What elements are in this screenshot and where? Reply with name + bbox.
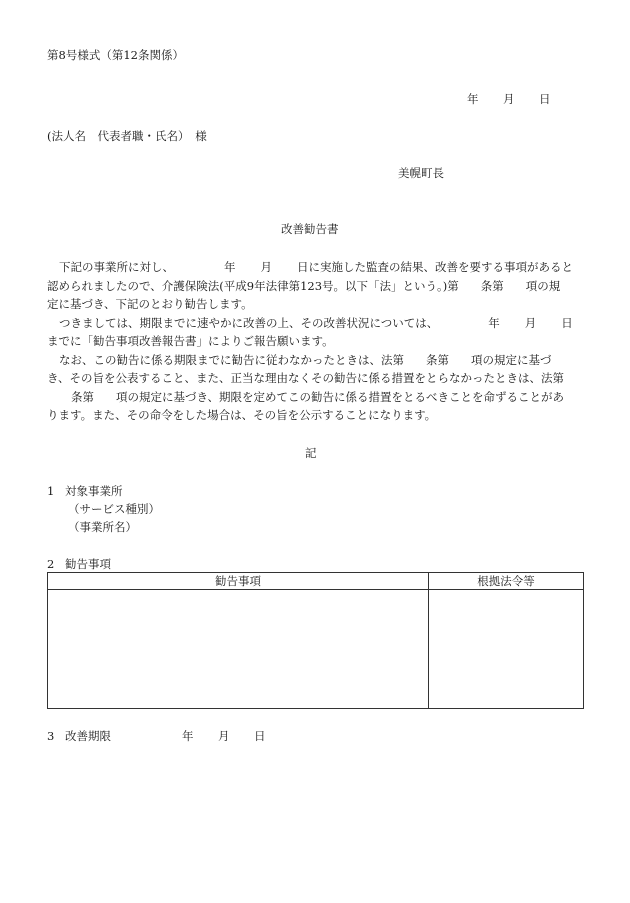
section1-heading: 対象事業所 <box>65 484 123 498</box>
body-line <box>47 369 587 388</box>
recommendation-table <box>47 572 584 709</box>
body-line <box>47 295 587 314</box>
body-text-segment: 項の規定に基づ <box>471 352 552 367</box>
deadline-month: 月 <box>218 729 230 743</box>
date-day: 日 <box>539 92 551 106</box>
body-text-segment: 条第 <box>480 278 504 293</box>
body-text-segment: 認められましたので、介護保険法(平成9年法律第123号。以下「法」という。)第 <box>47 278 459 293</box>
issuer: 美幌町長 <box>398 166 444 180</box>
blank-month: 月 <box>260 260 272 274</box>
office-name-label: （事業所名） <box>68 520 137 534</box>
date-year: 年 <box>467 92 479 106</box>
body-line <box>47 277 587 296</box>
document-title: 改善勧告書 <box>281 222 339 236</box>
body-text-segment: つきましては、期限までに速やかに改善の上、その改善状況については、 <box>59 315 439 330</box>
body-text-segment: き、その旨を公表すること、また、正当な理由なくその勧告に係る措置をとらなかったときは、法第 <box>47 371 565 385</box>
blank-day: 日 <box>561 315 573 330</box>
body-text-segment: 定に基づき、下記のとおり勧告します。 <box>47 297 253 311</box>
body-text-segment: までに「勧告事項改善報告書」によりご報告願います。 <box>47 334 334 348</box>
body-line <box>47 351 587 370</box>
body-text-segment: 条第 <box>71 389 94 404</box>
body-text-segment: 日に実施した監査の結果、改善を要する事項があると <box>297 260 573 274</box>
body-text-segment: なお、この勧告に係る期限までに勧告に従わなかったときは、法第 <box>59 352 404 367</box>
body-line <box>47 314 587 333</box>
blank-month: 月 <box>524 315 537 330</box>
deadline-year: 年 <box>182 729 194 743</box>
addressee: (法人名 代表者職・氏名） 様 <box>47 129 207 143</box>
form-number: 第8号様式（第12条関係） <box>47 48 184 62</box>
legal-basis-cell <box>429 590 584 709</box>
table-row <box>48 590 584 709</box>
date-month: 月 <box>503 92 515 106</box>
section1-number: 1 <box>47 484 55 498</box>
body-line <box>47 406 587 425</box>
body-paragraph <box>47 258 587 425</box>
body-line <box>47 388 587 407</box>
body-line <box>47 332 587 351</box>
body-text-segment: 下記の事業所に対し、 <box>59 260 174 274</box>
service-type-label: （サービス種別） <box>68 502 160 516</box>
section3-heading: 改善期限 <box>65 729 111 743</box>
blank-year: 年 <box>488 315 500 330</box>
section2-number: 2 <box>47 557 55 571</box>
body-text-segment: 項の規定に基づき、期限を定めてこの勧告に係る措置をとるべきことを命ずることがあ <box>116 389 565 404</box>
body-text-segment: 項の規 <box>525 278 561 293</box>
ki-heading: 記 <box>305 446 317 460</box>
table-header-row <box>48 573 584 590</box>
section2-heading: 勧告事項 <box>65 557 111 571</box>
body-text-segment: ります。また、その命令をした場合は、その旨を公示することになります。 <box>47 408 437 422</box>
body-text-segment: 条第 <box>426 352 449 367</box>
table-header-recommendation: 勧告事項 <box>48 573 429 590</box>
table-header-legal-basis: 根拠法令等 <box>429 573 584 590</box>
section3-number: 3 <box>47 729 55 743</box>
body-line <box>47 258 587 277</box>
recommendation-cell <box>48 590 429 709</box>
blank-year: 年 <box>224 260 236 274</box>
deadline-day: 日 <box>254 729 266 743</box>
